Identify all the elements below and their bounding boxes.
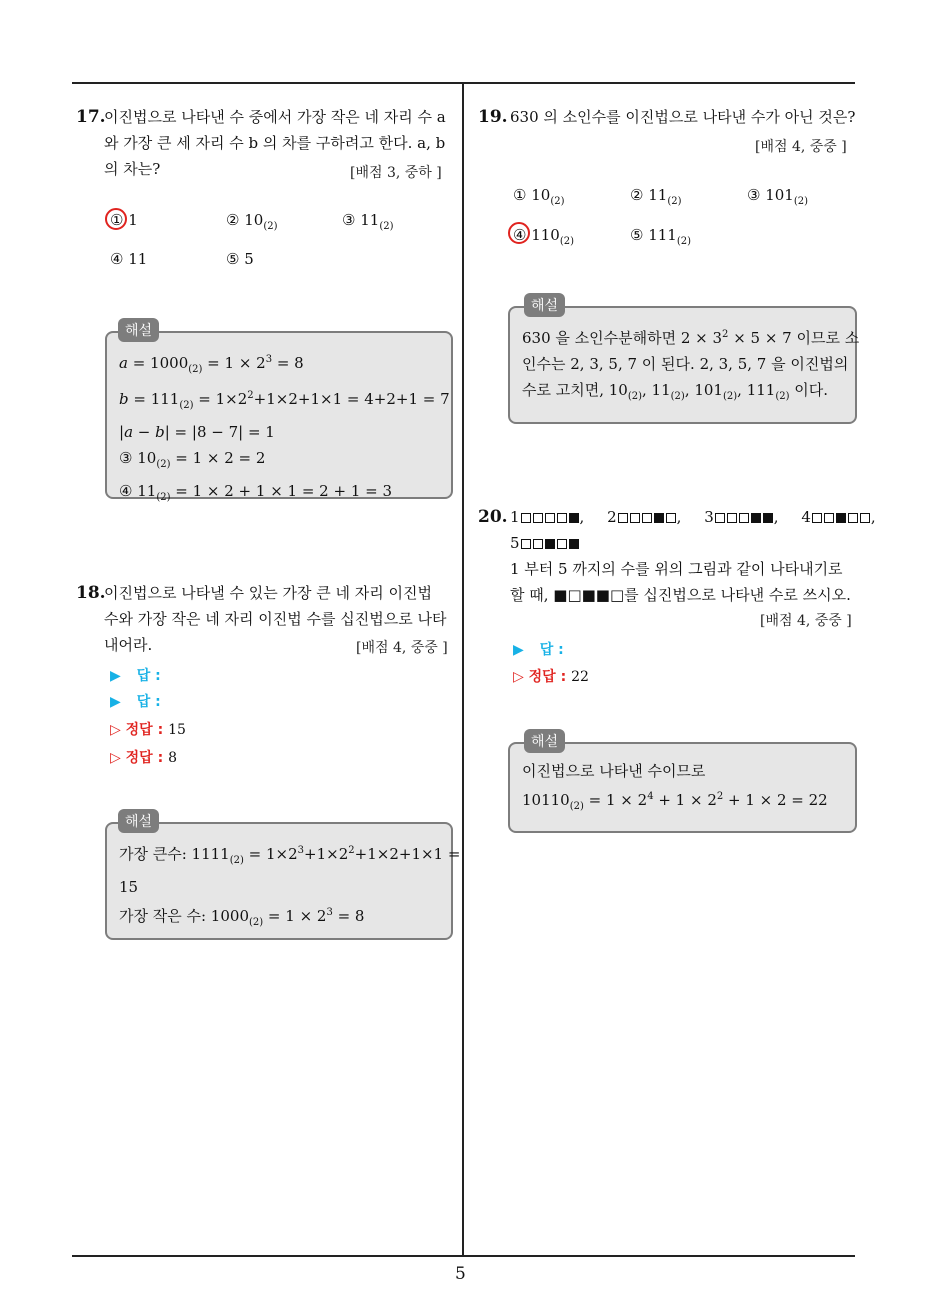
column-divider <box>462 82 464 1256</box>
choice-2[interactable]: ② $11_{(2)}$ <box>630 186 682 207</box>
question-line: 내어라. <box>104 636 153 654</box>
correct-answer-row-1: ▷ 정답 : 15 <box>110 722 186 738</box>
page-number: 5 <box>455 1264 466 1284</box>
choice-2[interactable]: ② $10_{(2)}$ <box>226 211 278 232</box>
solution-line: 630 을 소인수분해하면 $2 \times 3^2 \times 5 \times 7$ 이므로 소 <box>522 329 860 347</box>
solution-box <box>105 331 453 503</box>
solution-line: $10110_{(2)} = 1 \times 2^4 + 1 \times 2^2 + 1 \times 2 = 22$ <box>522 791 828 812</box>
solution-line: $a = 1000_{(2)} = 1 \times 2^3 = 8$ <box>119 354 304 375</box>
solution-line: 가장 큰수: $1111_{(2)} = 1\times 2^3+1\times 2^2+1\times 2+1\times 1$ = <box>119 845 461 866</box>
outline-triangle-icon: ▷ <box>513 669 524 685</box>
solution-box <box>105 822 461 940</box>
question-number: 20. <box>478 507 508 527</box>
choice-4[interactable]: ④ $110_{(2)}$ <box>513 226 575 247</box>
answer-row-2[interactable]: ▶ 답 : <box>110 694 161 710</box>
play-icon: ▶ <box>110 668 121 684</box>
solution-line: 인수는 2, 3, 5, 7 이 된다. 2, 3, 5, 7 을 이진법의 <box>522 355 849 373</box>
question-line: 할 때, ■□■■□를 십진법으로 나타낸 수로 쓰시오. <box>510 586 851 604</box>
solution-tag: 해설 <box>524 293 565 317</box>
choice-3[interactable]: ③ $11_{(2)}$ <box>342 211 394 232</box>
score-meta: [배점 4, 중중 ] <box>760 613 852 629</box>
question-line: 와 가장 큰 세 자리 수 b 의 차를 구하려고 한다. a, b <box>104 134 446 152</box>
outline-triangle-icon: ▷ <box>110 750 121 766</box>
score-meta: [배점 3, 중하 ] <box>350 165 442 181</box>
pattern-item: 3 , <box>704 508 779 526</box>
play-icon: ▶ <box>513 642 524 658</box>
answer-row-1[interactable]: ▶ 답 : <box>110 668 161 684</box>
solution-line: ③ $10_{(2)} = 1 \times 2 = 2$ <box>119 449 266 470</box>
pattern-item: 2 , <box>607 508 682 526</box>
solution-box <box>508 306 860 424</box>
answer-row[interactable]: ▶ 답 : <box>513 642 564 658</box>
score-meta: [배점 4, 중중 ] <box>356 640 448 656</box>
solution-line: 가장 작은 수: $1000_{(2)} = 1 \times 2^3 = 8$ <box>119 907 365 928</box>
question-number: 17. <box>76 107 106 127</box>
pattern-item: 1 , <box>510 508 585 526</box>
solution-tag: 해설 <box>118 809 159 833</box>
bottom-rule <box>72 1255 855 1257</box>
choice-1[interactable]: ① $10_{(2)}$ <box>513 186 565 207</box>
solution-line: 이진법으로 나타낸 수이므로 <box>522 762 706 780</box>
pattern-item: 4 , <box>801 508 876 526</box>
question-line: 1 부터 5 까지의 수를 위의 그림과 같이 나타내기로 <box>510 560 843 578</box>
pattern-item: 5 <box>510 534 580 552</box>
question-number: 19. <box>478 107 508 127</box>
choice-3[interactable]: ③ $101_{(2)}$ <box>747 186 809 207</box>
solution-line: $b = 111_{(2)} = 1\times 2^2+1\times 2+1\times 1 = 4+2+1 = 7$ <box>119 390 450 411</box>
question-line: 이진법으로 나타낼 수 있는 가장 큰 네 자리 이진법 <box>104 584 432 602</box>
correct-answer-row-2: ▷ 정답 : 8 <box>110 750 177 766</box>
correct-answer-row: ▷ 정답 : 22 <box>513 669 589 685</box>
question-number: 18. <box>76 583 106 603</box>
solution-line: 수로 고치면, $10_{(2)}$, $11_{(2)}$, $101_{(2)}$, $111_{(2)}$ 이다. <box>522 381 829 402</box>
question-line: 이진법으로 나타낸 수 중에서 가장 작은 네 자리 수 a <box>104 108 446 126</box>
choice-5[interactable]: ⑤ 5 <box>226 250 254 268</box>
top-rule <box>72 82 855 84</box>
solution-tag: 해설 <box>118 318 159 342</box>
score-meta: [배점 4, 중중 ] <box>755 139 847 155</box>
solution-line: ④ $11_{(2)} = 1 \times 2 + 1 \times 1 = 2 + 1 = 3$ <box>119 482 393 503</box>
solution-line: |a − b| = |8 − 7| = 1 <box>119 423 275 441</box>
choice-5[interactable]: ⑤ $111_{(2)}$ <box>630 226 692 247</box>
question-line: 수와 가장 작은 네 자리 이진법 수를 십진법으로 나타 <box>104 610 447 628</box>
question-text: 630 의 소인수를 이진법으로 나타낸 수가 아닌 것은? <box>510 108 856 126</box>
question-line: 의 차는? <box>104 160 161 178</box>
play-icon: ▶ <box>110 694 121 710</box>
outline-triangle-icon: ▷ <box>110 722 121 738</box>
choice-4[interactable]: ④ 11 <box>110 250 148 268</box>
solution-line: 15 <box>119 878 139 896</box>
pattern-figure <box>510 504 876 608</box>
solution-box <box>508 742 857 833</box>
choice-1[interactable]: ① 1 <box>110 211 138 229</box>
solution-tag: 해설 <box>524 729 565 753</box>
